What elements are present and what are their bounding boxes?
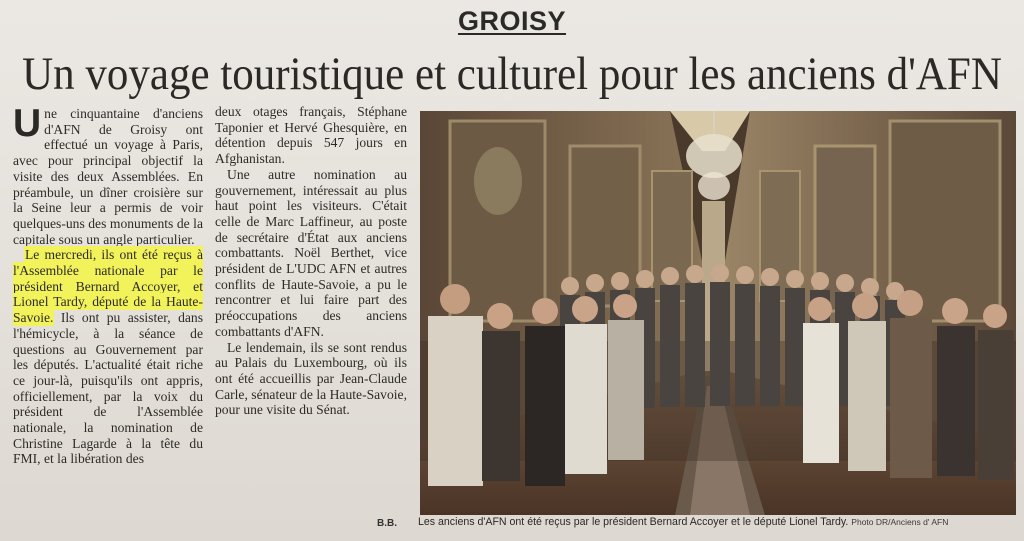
paragraph-1 bbox=[13, 102, 203, 247]
paragraph-5: Le lendemain, ils se sont rendus au Palais du Luxembourg, où ils ont été accueillis par Jean-Claude Carle, sénateur de la Haute-Savoie, pour une visite du Sénat. bbox=[215, 339, 407, 418]
paragraph-2 bbox=[13, 247, 203, 467]
photo-caption bbox=[418, 516, 1018, 528]
kicker-text: GROISY bbox=[457, 6, 567, 36]
caption-text: Les anciens d'AFN ont été reçus par le président Bernard Accoyer et le député Lionel Tardy. bbox=[418, 516, 849, 528]
paragraph-3: deux otages français, Stéphane Taponier et Hervé Ghesquière, en détention depuis 547 jours en Afghanistan. bbox=[215, 104, 407, 167]
section-kicker bbox=[0, 6, 1024, 37]
paragraph-4: Une autre nomination au gouvernement, intéressait au plus haut point les visiteurs. C'était celle de Marc Laffineur, au poste de secrétaire d'État aux anciens combattants. Noël Berthet, vice président de L'UDC AFN et autres conflits de Haute-Savoie, a pu le rencontrer et lui faire part des préoccupations des anciens combattants d'AFN. bbox=[215, 166, 407, 339]
headline: Un voyage touristique et culturel pour les anciens d'AFN bbox=[22, 48, 1002, 100]
highlighted-passage: Le mercredi, ils ont été reçus à l'Assemblée nationale par le président Bernard Accoyer, et Lionel Tardy, député de la Haute-Savoie. bbox=[13, 247, 203, 326]
group-photo-illustration bbox=[420, 111, 1016, 515]
byline: B.B. bbox=[377, 518, 397, 529]
drop-cap: U bbox=[13, 102, 42, 145]
article-column-2 bbox=[215, 104, 407, 418]
paragraph-1-text: ne cinquantaine d'anciens d'AFN de Groisy ont effectué un voyage à Paris, avec pour principal objectif la visite des deux Assemblées. En préambule, un dîner croisière sur la Seine leur a permis de voir quelques-uns des monuments de la capitale sous un angle particulier. bbox=[13, 106, 203, 247]
article-column-1 bbox=[13, 102, 203, 467]
paragraph-2-text: Ils ont pu assister, dans l'hémicycle, à la séance de questions au Gouvernement par les députés. L'actualité était riche ce jour-là, puisqu'ils ont appris, officiellement, par la voix du président de l'Assemblée nationale, la nomination de Christine Lagarde à la tête du FMI, et la libération des bbox=[13, 310, 203, 467]
photo-credit: Photo DR/Anciens d' AFN bbox=[851, 517, 949, 527]
group-photo bbox=[420, 111, 1016, 515]
